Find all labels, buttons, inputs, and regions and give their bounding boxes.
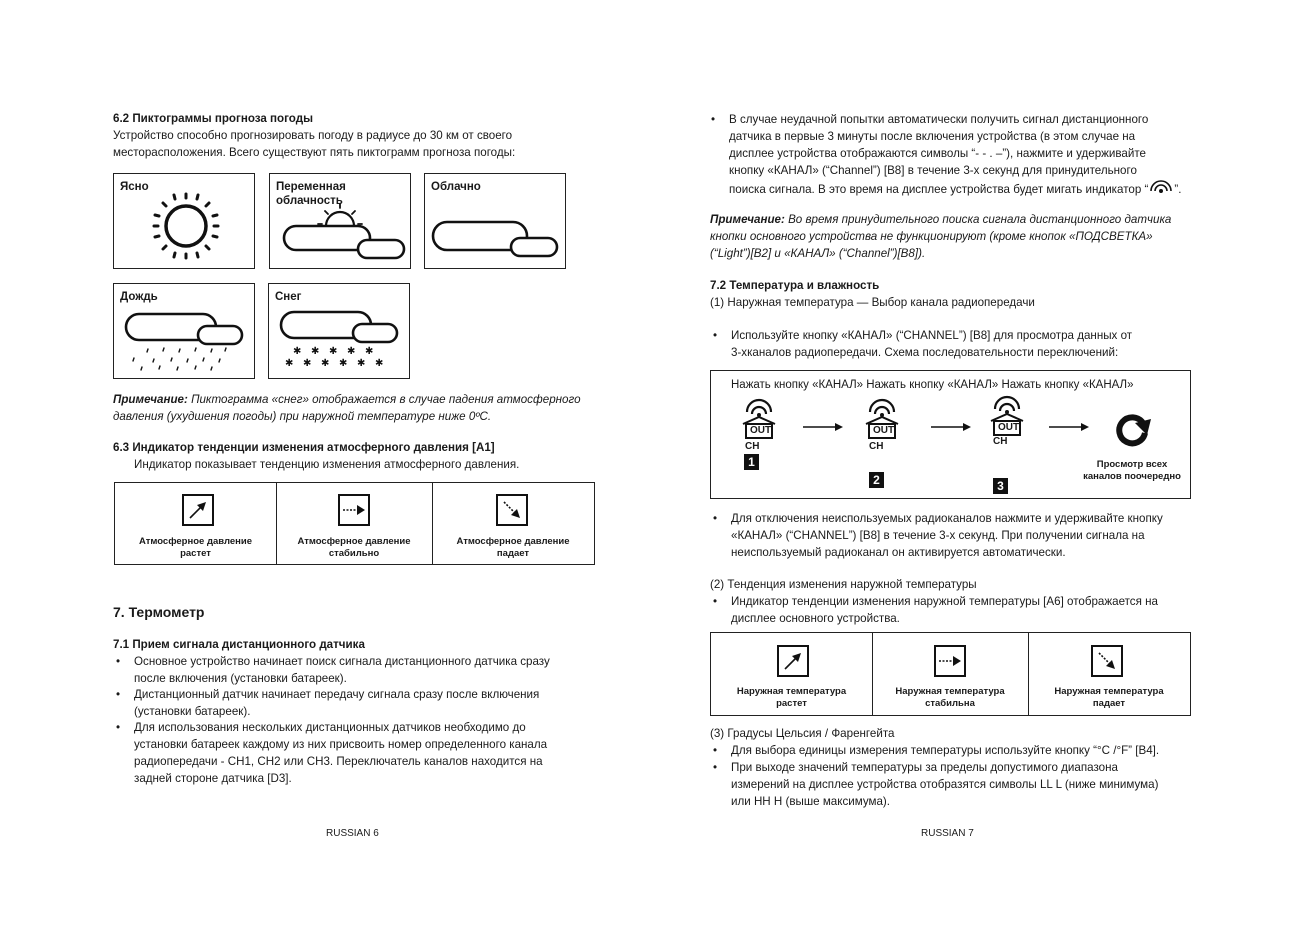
section-6-3-text: Индикатор показывает тенденцию изменения атмосферного давления. <box>134 458 520 471</box>
forecast-rain-label: Дождь <box>120 291 158 303</box>
pressure-rising-line2: растет <box>180 548 211 559</box>
temperature-trend-table <box>710 632 1191 716</box>
temp-stable-line1: Наружная температура <box>895 686 1005 697</box>
pressure-falling-line2: падает <box>496 548 530 559</box>
out-label-3: OUT <box>998 422 1020 433</box>
arrow-up-right-icon <box>777 645 809 677</box>
section-7-title: 7. Термометр <box>113 604 205 620</box>
svg-text:✱: ✱ <box>293 346 302 357</box>
right-note-line1: Примечание: Во время принудительного поиска сигнала дистанционного датчика <box>710 213 1172 226</box>
section-6-2-text-line1: Устройство способно прогнозировать погоду в радиусе до 30 км от своего <box>113 129 513 142</box>
temp-rising-line1: Наружная температура <box>736 686 847 697</box>
page-footer-left: RUSSIAN 6 <box>326 828 379 839</box>
ch-label-3: CH <box>993 436 1008 447</box>
svg-text:✱: ✱ <box>365 346 374 357</box>
note-text: Пиктограмма «снег» отображается в случае падения атмосферного <box>187 393 581 406</box>
svg-text:✱: ✱ <box>375 358 384 369</box>
arrow-down-right-icon <box>496 494 528 526</box>
sequence-header: Нажать кнопку «КАНАЛ» Нажать кнопку «КАНАЛ» Нажать кнопку «КАНАЛ» <box>731 379 1134 391</box>
snow-note-line1 <box>113 391 581 408</box>
section-7-1-title: 7.1 Прием сигнала дистанционного датчика <box>113 638 365 651</box>
note-label: Примечание: <box>113 393 188 406</box>
pressure-rising-line1: Атмосферное давление <box>138 536 253 547</box>
section-2-title: (2) Тенденция изменения наружной температуры <box>710 578 977 591</box>
svg-text:✱: ✱ <box>339 358 348 369</box>
pressure-falling-line1: Атмосферное давление <box>456 536 570 547</box>
svg-text:✱: ✱ <box>311 346 320 357</box>
section-3-title: (3) Градусы Цельсия / Фаренгейта <box>710 727 895 740</box>
scan-all-line2: каналов поочередно <box>1083 471 1181 482</box>
signal-indicator-icon <box>1148 181 1174 195</box>
snow-icon <box>269 284 409 378</box>
arrow-right-icon <box>934 645 966 677</box>
cycle-icon <box>1113 409 1153 449</box>
rain-icon <box>114 284 254 378</box>
scan-all-line1: Просмотр всех <box>1096 459 1168 470</box>
ch-label-1: CH <box>745 441 760 452</box>
forecast-cloudy-label: Облачно <box>431 181 481 193</box>
forecast-sunny-box <box>113 173 255 269</box>
svg-text:✱: ✱ <box>303 358 312 369</box>
ch-label-2: CH <box>869 441 884 452</box>
pressure-trend-table <box>114 482 595 565</box>
svg-text:✱: ✱ <box>347 346 356 357</box>
forecast-snow-label: Снег <box>275 291 302 303</box>
forecast-partly-label-2: облачность <box>276 195 343 207</box>
section-6-2-title: 6.2 Пиктограммы прогноза погоды <box>113 112 313 125</box>
forecast-rain-box <box>113 283 255 379</box>
right-note-line2: кнопки основного устройства не функционируют (кроме кнопок «ПОДСВЕТКА» <box>710 230 1153 243</box>
section-7-2-subtitle: (1) Наружная температура — Выбор канала радиопередачи <box>710 296 1035 309</box>
arrow-right-icon <box>1049 422 1091 432</box>
svg-text:✱: ✱ <box>357 358 366 369</box>
arrow-right-icon <box>931 422 973 432</box>
arrow-right-icon <box>338 494 370 526</box>
section-6-2-text-line2: месторасположения. Всего существуют пять пиктограмм прогноза погоды: <box>113 146 516 159</box>
forecast-partly-label-1: Переменная <box>276 181 346 193</box>
out-label-1: OUT <box>750 425 772 436</box>
section-6-3-title: 6.3 Индикатор тенденции изменения атмосферного давления [A1] <box>113 441 495 454</box>
temp-stable-line2: стабильна <box>925 698 975 709</box>
forecast-partly-cloudy-box <box>269 173 411 269</box>
arrow-up-right-icon <box>182 494 214 526</box>
sun-icon <box>114 174 254 268</box>
snow-note-line2: давления (ухудшения погоды) при наружной температуре ниже 0ºС. <box>113 410 492 423</box>
pressure-stable-line1: Атмосферное давление <box>297 536 411 547</box>
channel-2-badge: 2 <box>869 472 884 488</box>
partly-cloudy-icon <box>270 174 410 268</box>
cloud-icon <box>425 174 565 268</box>
out-label-2: OUT <box>873 425 895 436</box>
pressure-stable-line2: стабильно <box>328 548 380 559</box>
right-note-line3: (“Light”)[B2] и «КАНАЛ» (“Channel”)[B8]). <box>710 247 926 260</box>
section-7-2-title: 7.2 Температура и влажность <box>710 279 880 292</box>
svg-text:✱: ✱ <box>321 358 330 369</box>
forecast-cloudy-box <box>424 173 566 269</box>
svg-text:✱: ✱ <box>285 358 294 369</box>
temp-rising-line2: растет <box>776 698 807 709</box>
page-footer-right: RUSSIAN 7 <box>921 828 974 839</box>
temp-falling-line1: Наружная температура <box>1054 686 1164 697</box>
channel-1-badge: 1 <box>744 454 759 470</box>
channel-sequence-diagram <box>710 370 1191 499</box>
arrow-down-right-icon <box>1091 645 1123 677</box>
temp-falling-line2: падает <box>1092 698 1126 709</box>
forecast-sunny-label: Ясно <box>120 181 149 193</box>
svg-text:✱: ✱ <box>329 346 338 357</box>
forecast-snow-box <box>268 283 410 379</box>
arrow-right-icon <box>803 422 845 432</box>
channel-3-badge: 3 <box>993 478 1008 494</box>
